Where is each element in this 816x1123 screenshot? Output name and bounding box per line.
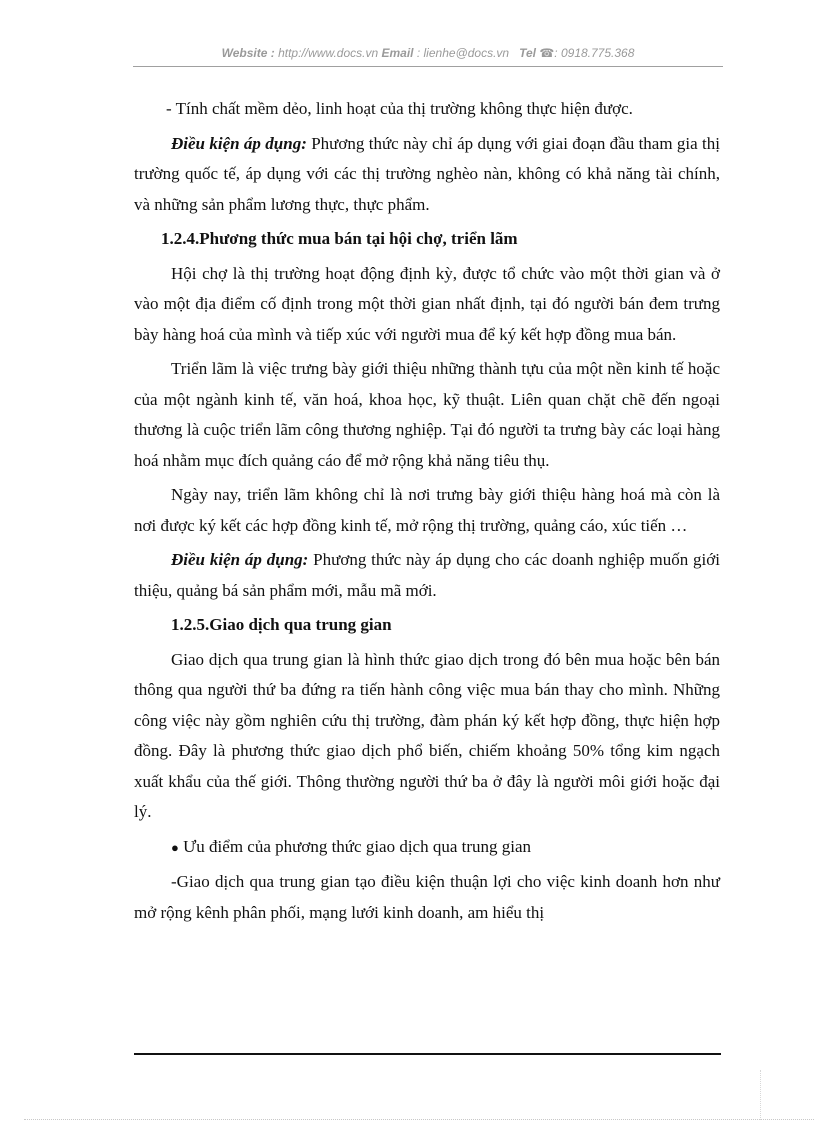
page-edge-border-vertical [760, 1070, 761, 1120]
paragraph-exhibition: Triển lãm là việc trưng bày giới thiệu những thành tựu của một nền kinh tế hoặc của một ngành kinh tế, văn hoá, khoa học, kỹ thuật. Liên quan chặt chẽ đến ngoại thương là cuộc triển lãm công thương nghiệp. Tại đó người ta trưng bày các loại hàng hoá nhằm mục đích quảng cáo để mở rộng khả năng tiêu thụ. [134, 359, 720, 470]
email-label: Email [381, 46, 414, 60]
website-url[interactable]: http://www.docs.vn [278, 46, 379, 60]
conditions-text: Phương thức này áp dụng cho các doanh nghiệp muốn giới thiệu, quảng bá sản phẩm mới, mẫu mã mới. [134, 550, 720, 600]
conditions-text: Phương thức này chỉ áp dụng với giai đoạn đầu tham gia thị trường quốc tế, áp dụng với các thị trường nghèo nàn, không có khả năng tài chính, và những sản phẩm lương thực, thực phẩm. [134, 133, 720, 214]
paragraph-conditions-2 [134, 545, 720, 606]
paragraph-fair: Hội chợ là thị trường hoạt động định kỳ, được tổ chức vào một thời gian và ở vào một địa điểm cố định trong một thời gian nhất định, tại đó người bán đem trưng bày hàng hoá của mình và tiếp xúc với người mua để ký kết hợp đồng mua bán. [134, 263, 720, 344]
header-divider [133, 66, 723, 67]
tel-value: : 0918.775.368 [554, 46, 635, 60]
paragraph-nowadays: Ngày nay, triển lãm không chỉ là nơi trưng bày giới thiệu hàng hoá mà còn là nơi được ký kết các hợp đồng kinh tế, mở rộng thị trường, quảng cáo, xúc tiến … [134, 485, 720, 535]
page-header [133, 46, 723, 60]
document-body [134, 94, 720, 932]
conditions-label: Điều kiện áp dụng: [171, 133, 307, 153]
paragraph-advantage-1: -Giao dịch qua trung gian tạo điều kiện thuận lợi cho việc kinh doanh hơn như mở rộng kênh phân phối, mạng lưới kinh doanh, am hiểu thị [134, 872, 720, 922]
email-value[interactable]: : lienhe@docs.vn [416, 46, 510, 60]
paragraph-flexibility: - Tính chất mềm dẻo, linh hoạt của thị trường không thực hiện được. [166, 99, 633, 118]
tel-label: Tel [519, 46, 536, 60]
section-heading-1-2-4: 1.2.4.Phương thức mua bán tại hội chợ, triển lãm [161, 229, 518, 248]
footer-divider [134, 1053, 721, 1055]
paragraph-conditions-1 [134, 129, 720, 221]
phone-icon: ☎ [539, 46, 555, 60]
paragraph-intermediary: Giao dịch qua trung gian là hình thức giao dịch trong đó bên mua hoặc bên bán thông qua người thứ ba đứng ra tiến hành công việc mua bán thay cho mình. Những công việc này gồm nghiên cứu thị trường, đàm phán ký kết hợp đồng, thực hiện hợp đồng. Đây là phương thức giao dịch phổ biến, chiếm khoảng 50% tổng kim ngạch xuất khẩu của thế giới. Thông thường người thứ ba ở đây là người môi giới hoặc đại lý. [134, 649, 720, 821]
conditions-label: Điều kiện áp dụng: [171, 550, 309, 569]
website-label: Website : [221, 46, 275, 60]
page-edge-border [24, 1119, 814, 1120]
bullet-icon: ● [171, 839, 179, 855]
bullet-advantages [134, 832, 720, 864]
bullet-text: Ưu điểm của phương thức giao dịch qua trung gian [178, 836, 532, 856]
section-heading-1-2-5: 1.2.5.Giao dịch qua trung gian [171, 615, 392, 634]
